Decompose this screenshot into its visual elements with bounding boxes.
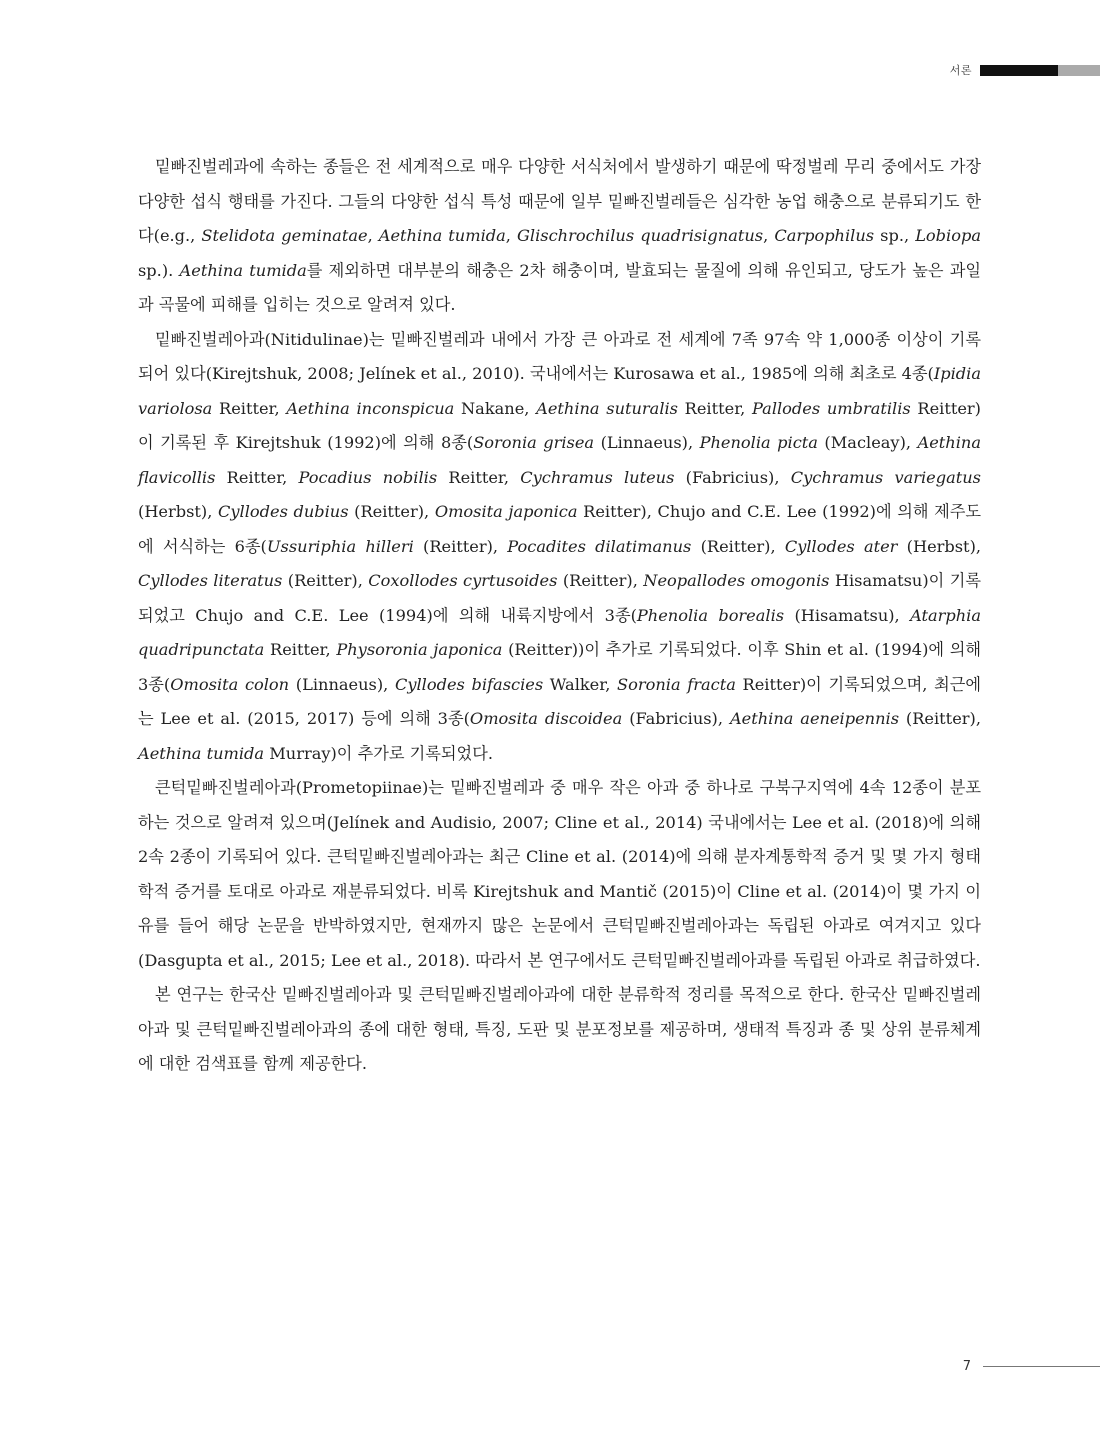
page-footer: [963, 1359, 1100, 1374]
paragraph-prometopiinae: 큰턱밑빠진벌레아과(Prometopiinae)는 밑빠진벌레과 중 매우 작은 아과 중 하나로 구북구지역에 4속 12종이 분포하는 것으로 알려져 있으며(Jelínek and Audisio, 2007; Cline et al., 2014) 국내에서는 Lee et al. (2018)에 의해 2속 2종이 기록되어 있다. 큰턱밑빠진벌레아과는 최근 Cline et al. (2014)에 의해 분자계통학적 증거 및 몇 가지 형태학적 증거를 토대로 아과로 재분류되었다. 비록 Kirejtshuk and Mantič (2015)이 Cline et al. (2014)이 몇 가지 이유를 들어 해당 논문을 반박하였지만, 현재까지 많은 논문에서 큰턱밑빠진벌레아과는 독립된 아과로 여겨지고 있다(Dasgupta et al., 2015; Lee et al., 2018). 따라서 본 연구에서도 큰턱밑빠진벌레아과를 독립된 아과로 취급하였다.: [138, 778, 981, 970]
footer-rule: [983, 1366, 1100, 1367]
body-text: [138, 150, 981, 1082]
running-header: [950, 62, 1100, 78]
paragraph-nitidulinae: 밑빠진벌레아과(Nitidulinae)는 밑빠진벌레과 내에서 가장 큰 아과로 전 세계에 7족 97속 약 1,000종 이상이 기록되어 있다(Kirejtshuk, 2008; Jelínek et al., 2010). 국내에서는 Kurosawa et al., 1985에 의해 최초로 4종(Ipidia variolosa Reitter, Aethina inconspicua Nakane, Aethina suturalis Reitter, Pallodes umbratilis Reitter)이 기록된 후 Kirejtshuk (1992)에 의해 8종(Soronia grisea (Linnaeus), Phenolia picta (Macleay), Aethina flavicollis Reitter, Pocadius nobilis Reitter, Cychramus luteus (Fabricius), Cychramus variegatus (Herbst), Cyllodes dubius (Reitter), Omosita japonica Reitter), Chujo and C.E. Lee (1992)에 의해 제주도에 서식하는 6종(Ussuriphia hilleri (Reitter), Pocadites dilatimanus (Reitter), Cyllodes ater (Herbst), Cyllodes literatus (Reitter), Coxollodes cyrtusoides (Reitter), Neopallodes omogonis Hisamatsu)이 기록되었고 Chujo and C.E. Lee (1994)에 의해 내륙지방에서 3종(Phenolia borealis (Hisamatsu), Atarphia quadripunctata Reitter, Physoronia japonica (Reitter))이 추가로 기록되었다. 이후 Shin et al. (1994)에 의해 3종(Omosita colon (Linnaeus), Cyllodes bifascies Walker, Soronia fracta Reitter)이 기록되었으며, 최근에는 Lee et al. (2015, 2017) 등에 의해 3종(Omosita discoidea (Fabricius), Aethina aeneipennis (Reitter), Aethina tumida Murray)이 추가로 기록되었다.: [138, 329, 982, 763]
section-label: 서론: [949, 64, 972, 77]
header-bar-dark: [980, 65, 1058, 76]
header-bar-light: [1058, 65, 1100, 76]
paragraph-intro-pests: 밑빠진벌레과에 속하는 종들은 전 세계적으로 매우 다양한 서식처에서 발생하기 때문에 딱정벌레 무리 중에서도 가장 다양한 섭식 행태를 가진다. 그들의 다양한 섭식 특성 때문에 일부 밑빠진벌레들은 심각한 농업 해충으로 분류되기도 한다(e.g., Stelidota geminatae, Aethina tumida, Glischrochilus quadrisignatus, Carpophilus sp., Lobiopa sp.). Aethina tumida를 제외하면 대부분의 해충은 2차 해충이며, 발효되는 물질에 의해 유인되고, 당도가 높은 과일과 곡물에 피해를 입히는 것으로 알려져 있다.: [138, 157, 981, 314]
page-number: 7: [962, 1359, 971, 1374]
paragraph-study-aim: 본 연구는 한국산 밑빠진벌레아과 및 큰턱밑빠진벌레아과에 대한 분류학적 정리를 목적으로 한다. 한국산 밑빠진벌레아과 및 큰턱밑빠진벌레아과의 종에 대한 형태, 특징, 도판 및 분포정보를 제공하며, 생태적 특징과 종 및 상위 분류체계에 대한 검색표를 함께 제공한다.: [138, 985, 981, 1073]
